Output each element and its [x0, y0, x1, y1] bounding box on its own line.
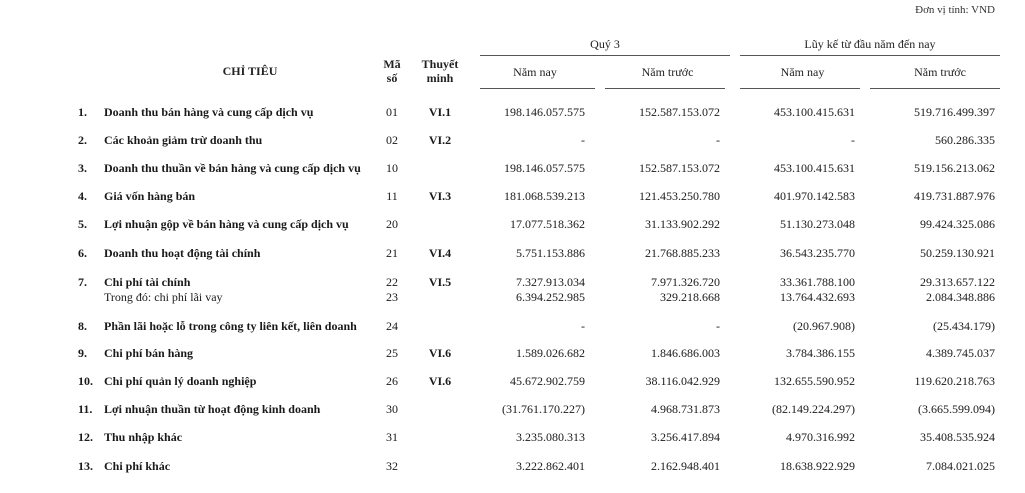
value-q-now: 7.327.913.034: [516, 275, 585, 289]
value-q-now: -: [581, 133, 585, 147]
row-label: Chi phí quản lý doanh nghiệp: [104, 374, 257, 388]
table-row: [0, 374, 1025, 388]
value-y-now: 453.100.415.631: [774, 161, 855, 175]
header-ma-so-line2: số: [386, 71, 398, 85]
row-number: 6.: [78, 246, 87, 260]
value-y-now: 13.764.432.693: [780, 290, 855, 304]
header-chi-tieu: CHỈ TIÊU: [222, 64, 278, 78]
row-label: Các khoản giảm trừ doanh thu: [104, 133, 263, 147]
value-y-now: 33.361.788.100: [780, 275, 855, 289]
header-rule-q-now: [480, 88, 595, 89]
value-y-prev: 29.313.657.122: [920, 275, 995, 289]
row-code: 24: [386, 319, 398, 333]
value-q-prev: 329.218.668: [660, 290, 720, 304]
row-label: Lợi nhuận thuần từ hoạt động kinh doanh: [104, 402, 321, 416]
header-q-nam-truoc: Năm trước: [641, 65, 694, 79]
row-label: Chi phí khác: [104, 459, 171, 473]
value-q-prev: 21.768.885.233: [645, 246, 720, 260]
row-label: Doanh thu bán hàng và cung cấp dịch vụ: [104, 105, 314, 119]
table-row: [0, 189, 1025, 203]
row-note: VI.4: [428, 246, 452, 260]
value-q-now: 6.394.252.985: [516, 290, 585, 304]
header-luy-ke: Lũy kế từ đầu năm đến nay: [804, 37, 936, 51]
row-note: VI.1: [428, 105, 452, 119]
value-y-now: (82.149.224.297): [772, 402, 855, 416]
row-code: 21: [386, 246, 398, 260]
value-y-prev: 419.731.887.976: [914, 189, 995, 203]
row-label: Phần lãi hoặc lỗ trong công ty liên kết, liên doanh: [104, 319, 357, 333]
row-number: 5.: [78, 217, 87, 231]
value-y-prev: 519.156.213.062: [914, 161, 995, 175]
row-code: 22: [386, 275, 398, 289]
table-row: [0, 346, 1025, 360]
value-q-now: 5.751.153.886: [516, 246, 585, 260]
header-ma-so-line1: Mã: [383, 57, 401, 71]
value-q-prev: -: [716, 133, 720, 147]
value-y-prev: 35.408.535.924: [920, 430, 995, 444]
row-code: 20: [386, 217, 398, 231]
header-rule-q-prev: [605, 88, 725, 89]
value-q-prev: 152.587.153.072: [639, 105, 720, 119]
unit-label: Đơn vị tính: VND: [915, 4, 995, 16]
value-y-prev: 119.620.218.763: [914, 374, 995, 388]
value-y-now: 453.100.415.631: [774, 105, 855, 119]
header-rule-y-prev: [870, 88, 1000, 89]
value-q-prev: 4.968.731.873: [651, 402, 720, 416]
table-row: [0, 430, 1025, 444]
row-note: VI.6: [428, 374, 452, 388]
header-thuyet-minh-line2: minh: [426, 71, 454, 85]
value-q-prev: 1.846.686.003: [651, 346, 720, 360]
value-q-now: 1.589.026.682: [516, 346, 585, 360]
value-q-prev: -: [716, 319, 720, 333]
value-y-now: -: [851, 133, 855, 147]
header-quy-rule: [480, 55, 730, 56]
value-q-prev: 152.587.153.072: [639, 161, 720, 175]
value-y-prev: 2.084.348.886: [926, 290, 995, 304]
table-row: [0, 105, 1025, 119]
value-q-prev: 7.971.326.720: [651, 275, 720, 289]
row-label: Doanh thu hoạt động tài chính: [104, 246, 261, 260]
value-q-prev: 31.133.902.292: [645, 217, 720, 231]
row-note: VI.6: [428, 346, 452, 360]
row-code: 01: [386, 105, 398, 119]
header-thuyet-minh-line1: Thuyết: [421, 57, 459, 71]
header-rule-y-now: [740, 88, 860, 89]
row-code: 30: [386, 402, 398, 416]
row-number: 12.: [78, 430, 93, 444]
value-q-prev: 38.116.042.929: [645, 374, 720, 388]
value-y-prev: (25.434.179): [933, 319, 995, 333]
row-number: 7.: [78, 275, 87, 289]
table-row: [0, 217, 1025, 231]
value-q-now: 3.235.080.313: [516, 430, 585, 444]
row-number: 10.: [78, 374, 93, 388]
table-row: [0, 319, 1025, 333]
value-y-prev: 7.084.021.025: [926, 459, 995, 473]
value-q-now: (31.761.170.227): [502, 402, 585, 416]
value-q-now: 198.146.057.575: [504, 105, 585, 119]
value-y-prev: (3.665.599.094): [918, 402, 995, 416]
value-y-prev: 519.716.499.397: [914, 105, 995, 119]
table-row: [0, 161, 1025, 175]
value-y-now: (20.967.908): [793, 319, 855, 333]
value-q-prev: 121.453.250.780: [639, 189, 720, 203]
table-row: [0, 402, 1025, 416]
row-code: 02: [386, 133, 398, 147]
row-code: 11: [386, 189, 398, 203]
value-y-now: 51.130.273.048: [780, 217, 855, 231]
value-y-prev: 50.259.130.921: [920, 246, 995, 260]
table-row: [0, 246, 1025, 260]
row-label: Chi phí tài chính: [104, 275, 191, 289]
row-code: 25: [386, 346, 398, 360]
row-code: 32: [386, 459, 398, 473]
row-number: 9.: [78, 346, 87, 360]
row-note: VI.5: [428, 275, 452, 289]
value-y-now: 132.655.590.952: [774, 374, 855, 388]
header-luy-ke-rule: [740, 55, 1000, 56]
row-code: 10: [386, 161, 398, 175]
header-quy: Quý 3: [590, 37, 620, 51]
row-number: 2.: [78, 133, 87, 147]
value-y-now: 401.970.142.583: [774, 189, 855, 203]
value-q-now: 3.222.862.401: [516, 459, 585, 473]
value-y-now: 36.543.235.770: [780, 246, 855, 260]
value-y-now: 4.970.316.992: [786, 430, 855, 444]
value-y-prev: 4.389.745.037: [926, 346, 995, 360]
value-y-now: 3.784.386.155: [786, 346, 855, 360]
row-code: 23: [386, 290, 398, 304]
row-number: 4.: [78, 189, 87, 203]
header-thuyet-minh: [412, 57, 468, 85]
value-q-now: 198.146.057.575: [504, 161, 585, 175]
row-number: 13.: [78, 459, 93, 473]
header-y-nam-nay: Năm nay: [780, 65, 825, 79]
value-q-now: 17.077.518.362: [510, 217, 585, 231]
value-q-prev: 3.256.417.894: [651, 430, 720, 444]
value-q-prev: 2.162.948.401: [651, 459, 720, 473]
row-label: Doanh thu thuần về bán hàng và cung cấp dịch vụ: [104, 161, 361, 175]
row-label: Giá vốn hàng bán: [104, 189, 196, 203]
value-q-now: 181.068.539.213: [504, 189, 585, 203]
row-label: Trong đó: chi phí lãi vay: [104, 290, 223, 304]
value-y-now: 18.638.922.929: [780, 459, 855, 473]
header-y-nam-truoc: Năm trước: [914, 65, 966, 79]
row-number: 8.: [78, 319, 87, 333]
table-row: [0, 275, 1025, 289]
header-q-nam-nay: Năm nay: [513, 65, 557, 79]
value-q-now: -: [581, 319, 585, 333]
value-y-prev: 99.424.325.086: [920, 217, 995, 231]
value-y-prev: 560.286.335: [935, 133, 995, 147]
row-note: VI.3: [428, 189, 452, 203]
row-label: Chi phí bán hàng: [104, 346, 194, 360]
row-code: 31: [386, 430, 398, 444]
row-code: 26: [386, 374, 398, 388]
row-label: Lợi nhuận gộp về bán hàng và cung cấp dịch vụ: [104, 217, 349, 231]
row-number: 3.: [78, 161, 87, 175]
table-row: [0, 133, 1025, 147]
row-note: VI.2: [428, 133, 452, 147]
row-label: Thu nhập khác: [104, 430, 183, 444]
row-number: 1.: [78, 105, 87, 119]
row-number: 11.: [78, 402, 93, 416]
table-row: [0, 459, 1025, 473]
header-ma-so: [372, 57, 412, 85]
table-row: [0, 290, 1025, 304]
value-q-now: 45.672.902.759: [510, 374, 585, 388]
